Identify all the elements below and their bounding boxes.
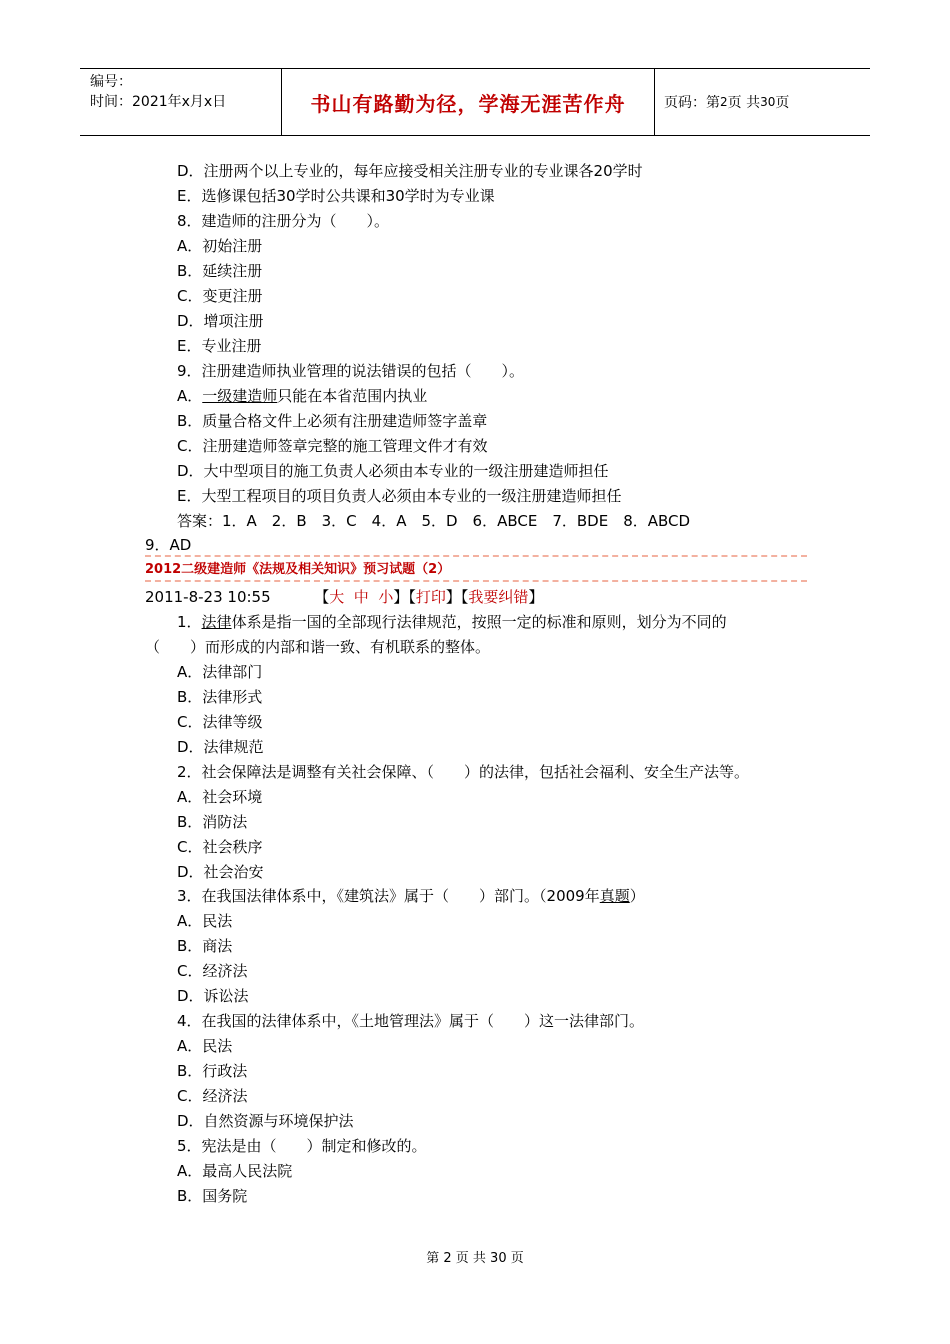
option-line: B．商法 — [177, 937, 233, 955]
question-5: 5．宪法是由（ ）制定和修改的。 — [177, 1137, 427, 1155]
option-line: B．行政法 — [177, 1062, 248, 1080]
option-line: E．大型工程项目的项目负责人必须由本专业的一级注册建造师担任 — [177, 487, 622, 505]
print-button[interactable]: 打印 — [415, 588, 446, 606]
report-error-button[interactable]: 我要纠错 — [468, 588, 529, 606]
text-line: E．选修课包括30学时公共课和30学时为专业课 — [177, 187, 495, 205]
option-line: A．一级建造师只能在本省范围内执业 — [177, 387, 428, 405]
option-line: C．经济法 — [177, 1087, 248, 1105]
question-4: 4．在我国的法律体系中，《土地管理法》属于（ ）这一法律部门。 — [177, 1012, 645, 1030]
question-3: 3．在我国法律体系中，《建筑法》属于（ ）部门。（2009年真题） — [177, 887, 645, 905]
question-1: 1．法律体系是指一国的全部现行法律规范，按照一定的标准和原则，划分为不同的 — [177, 613, 727, 631]
link-yijijianzaoshi[interactable]: 一级建造师 — [202, 387, 278, 405]
article-meta: 2011-8-23 10:55 【大 中 小】【打印】【我要纠错】 — [145, 588, 544, 606]
article-title[interactable]: 2012二级建造师《法规及相关知识》预习试题（2） — [145, 562, 451, 577]
option-line: A．初始注册 — [177, 237, 263, 255]
option-line: C．变更注册 — [177, 287, 263, 305]
option-line: A．民法 — [177, 1037, 233, 1055]
option-line: A．最高人民法院 — [177, 1162, 293, 1180]
option-line: D．增项注册 — [177, 312, 264, 330]
option-line: B．法律形式 — [177, 688, 263, 706]
option-line: B．消防法 — [177, 813, 248, 831]
option-line: C．社会秩序 — [177, 838, 263, 856]
question-2: 2．社会保障法是调整有关社会保障、（ ）的法律，包括社会福利、安全生产法等。 — [177, 763, 750, 781]
page-total: 30 — [760, 95, 776, 109]
option-line: D．自然资源与环境保护法 — [177, 1112, 354, 1130]
question-8: 8．建造师的注册分为（ ）。 — [177, 212, 390, 230]
doc-time: 时间：2021年x月x日 — [90, 94, 227, 110]
option-line: D．诉讼法 — [177, 987, 249, 1005]
option-line: D．大中型项目的施工负责人必须由本专业的一级注册建造师担任 — [177, 462, 609, 480]
divider-top — [145, 555, 807, 557]
option-line: B．延续注册 — [177, 262, 263, 280]
option-line: A．法律部门 — [177, 663, 263, 681]
font-size-large-button[interactable]: 大 — [329, 588, 345, 606]
option-line: C．经济法 — [177, 962, 248, 980]
answers-line: 答案：1．A 2．B 3．C 4．A 5．D 6．ABCE 7．BDE 8．ABCD — [177, 512, 691, 530]
header-motto: 书山有路勤为径，学海无涯苦作舟 — [282, 69, 655, 135]
page-header — [80, 68, 870, 136]
header-left — [80, 69, 282, 135]
text-line: D．注册两个以上专业的，每年应接受相关注册专业的专业课各20学时 — [177, 162, 643, 180]
link-falv[interactable]: 法律 — [201, 613, 232, 631]
article-date: 2011-8-23 10:55 — [145, 588, 271, 606]
option-line: C．法律等级 — [177, 713, 263, 731]
option-line: B．质量合格文件上必须有注册建造师签字盖章 — [177, 412, 488, 430]
option-line: E．专业注册 — [177, 337, 262, 355]
link-zhenti[interactable]: 真题 — [599, 887, 630, 905]
page-footer: 第 2 页 共 30 页 — [426, 1251, 524, 1266]
doc-id-label: 编号： — [90, 74, 132, 90]
answers-line-cont: 9．AD — [145, 536, 192, 554]
option-line: B．国务院 — [177, 1187, 248, 1205]
font-size-medium-button[interactable]: 中 — [353, 588, 369, 606]
question-9: 9．注册建造师执业管理的说法错误的包括（ ）。 — [177, 362, 525, 380]
option-line: A．民法 — [177, 912, 233, 930]
font-size-small-button[interactable]: 小 — [378, 588, 394, 606]
divider-bottom — [145, 580, 807, 582]
option-line: D．法律规范 — [177, 738, 264, 756]
header-page-info: 页码：第 2 页 共 30 页 — [664, 95, 790, 111]
option-line: D．社会治安 — [177, 863, 264, 881]
option-line: A．社会环境 — [177, 788, 263, 806]
page-number: 2 — [720, 95, 728, 109]
question-1-cont: （ ）而形成的内部和谐一致、有机联系的整体。 — [145, 638, 491, 656]
option-line: C．注册建造师签章完整的施工管理文件才有效 — [177, 437, 488, 455]
